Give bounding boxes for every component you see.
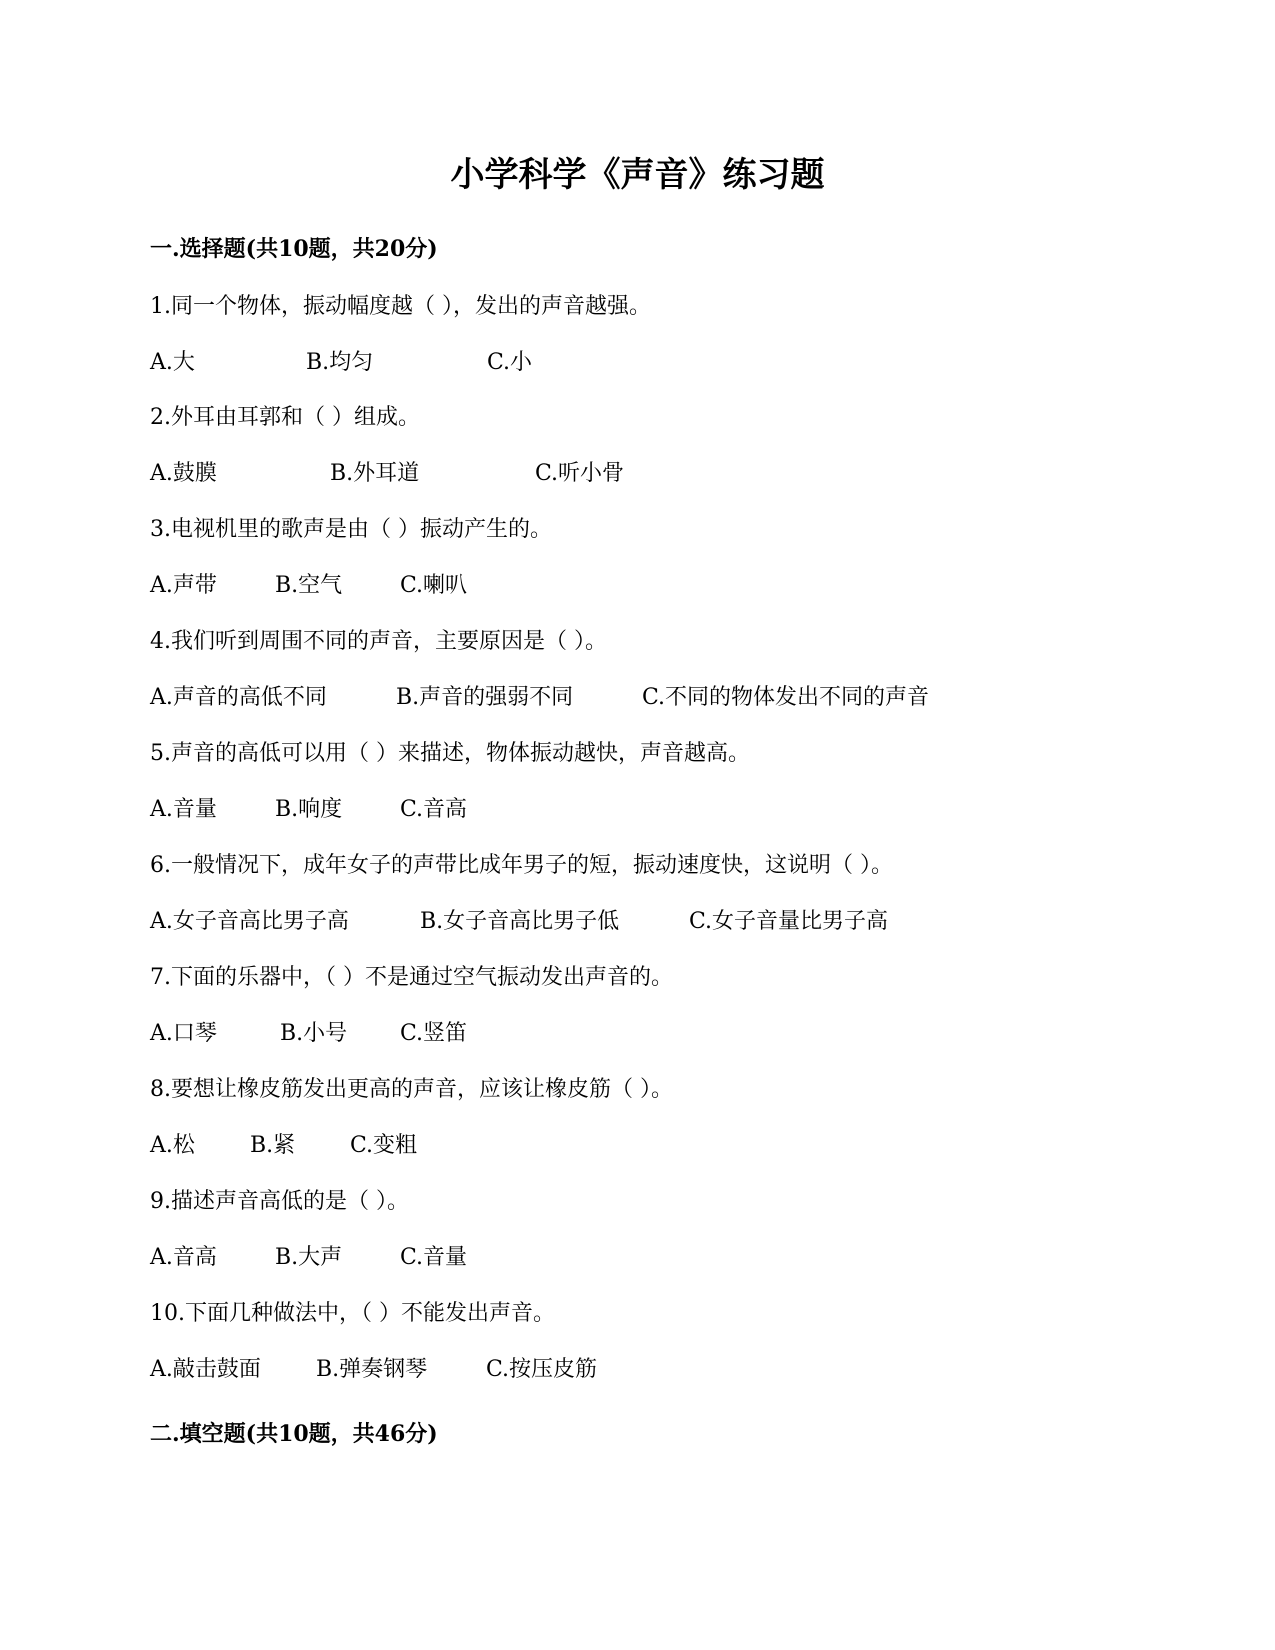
question-8: 8.要想让橡皮筋发出更高的声音，应该让橡皮筋（ ）。 — [150, 1077, 673, 1102]
option-c: C.女子音量比男子高 — [689, 909, 889, 934]
option-a: A.女子音高比男子高 — [150, 909, 349, 934]
option-a: A.声音的高低不同 — [150, 685, 327, 710]
option-a: A.声带 — [150, 573, 217, 598]
option-a: A.音量 — [150, 797, 217, 822]
question-10: 10.下面几种做法中，（ ）不能发出声音。 — [150, 1301, 555, 1326]
option-b: B.紧 — [250, 1133, 296, 1158]
option-a: A.松 — [150, 1133, 195, 1158]
option-a: A.音高 — [150, 1245, 217, 1270]
option-b: B.小号 — [280, 1021, 348, 1046]
option-c: C.喇叭 — [400, 573, 468, 598]
option-c: C.不同的物体发出不同的声音 — [642, 685, 930, 710]
option-c: C.音高 — [400, 797, 468, 822]
option-b: B.声音的强弱不同 — [396, 685, 574, 710]
option-c: C.按压皮筋 — [486, 1357, 598, 1382]
section-heading-fill-in-blank: 二.填空题(共10题，共46分) — [150, 1421, 438, 1447]
option-b: B.女子音高比男子低 — [420, 909, 620, 934]
question-7: 7.下面的乐器中，（ ）不是通过空气振动发出声音的。 — [150, 965, 673, 990]
option-b: B.弹奏钢琴 — [316, 1357, 428, 1382]
option-c: C.音量 — [400, 1245, 468, 1270]
question-1: 1.同一个物体，振动幅度越（ ），发出的声音越强。 — [150, 294, 651, 319]
option-c: C.听小骨 — [535, 461, 625, 486]
option-b: B.均匀 — [306, 350, 374, 375]
option-c: C.竖笛 — [400, 1021, 468, 1046]
option-a: A.鼓膜 — [150, 461, 217, 486]
page-title: 小学科学《声音》练习题 — [450, 155, 825, 195]
question-9: 9.描述声音高低的是（ ）。 — [150, 1189, 409, 1214]
question-4: 4.我们听到周围不同的声音，主要原因是（ ）。 — [150, 629, 607, 654]
option-c: C.变粗 — [350, 1133, 418, 1158]
option-b: B.响度 — [275, 797, 343, 822]
option-a: A.大 — [150, 350, 195, 375]
option-a: A.敲击鼓面 — [150, 1357, 261, 1382]
option-b: B.大声 — [275, 1245, 343, 1270]
option-a: A.口琴 — [150, 1021, 217, 1046]
question-2: 2.外耳由耳郭和（ ）组成。 — [150, 405, 420, 430]
option-b: B.空气 — [275, 573, 343, 598]
option-c: C.小 — [487, 350, 533, 375]
section-heading-multiple-choice: 一.选择题(共10题，共20分) — [150, 236, 438, 262]
question-6: 6.一般情况下，成年女子的声带比成年男子的短，振动速度快，这说明（ ）。 — [150, 853, 893, 878]
option-b: B.外耳道 — [330, 461, 420, 486]
question-3: 3.电视机里的歌声是由（ ）振动产生的。 — [150, 517, 552, 542]
question-5: 5.声音的高低可以用（ ）来描述，物体振动越快，声音越高。 — [150, 741, 750, 766]
